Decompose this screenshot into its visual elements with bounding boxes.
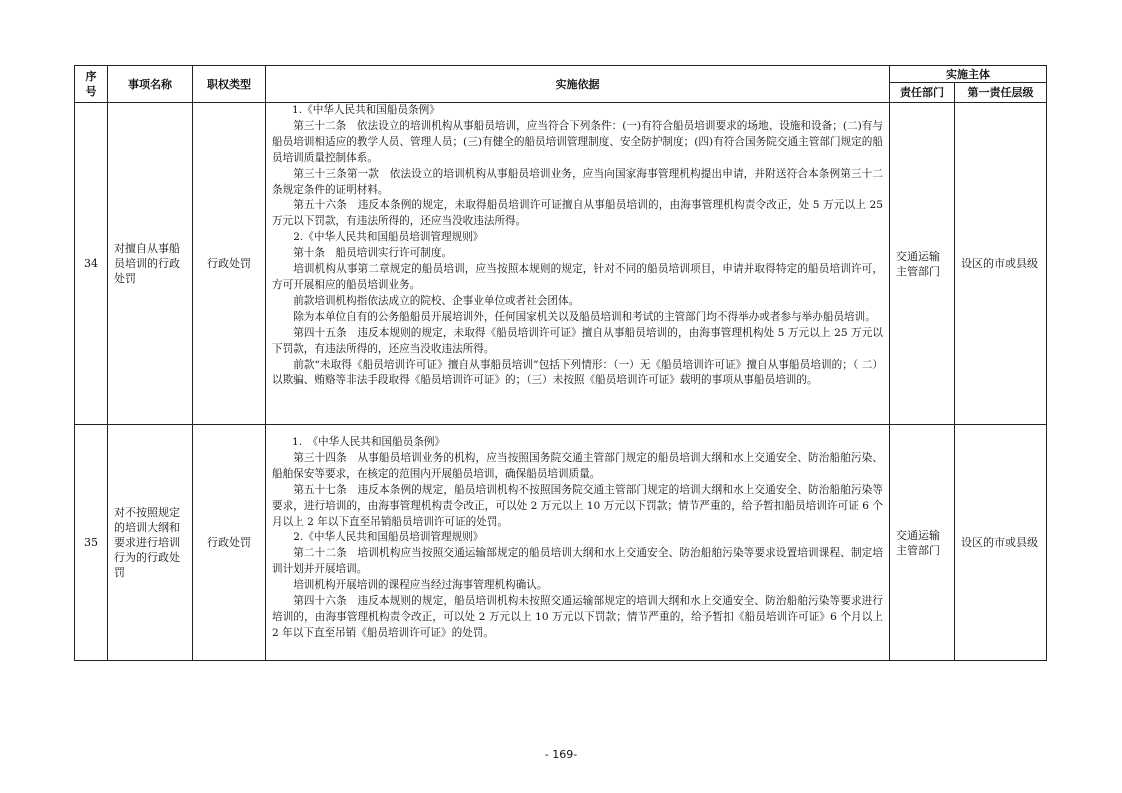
row-legal-basis: [266, 103, 890, 425]
row-item-name: 对不按照规定的培训大纲和要求进行培训行为的行政处罚: [108, 425, 193, 661]
row-item-name: 对擅自从事船员培训的行政处罚: [108, 103, 193, 425]
header-responsible-dept: 责任部门: [890, 83, 955, 103]
row-first-level: 设区的市或县级: [955, 425, 1047, 661]
row-serial-number: 34: [75, 103, 108, 425]
page-number: - 169-: [544, 748, 578, 761]
table-row: [75, 103, 1047, 425]
basis-paragraph: 第五十七条 违反本条例的规定，船员培训机构不按照国务院交通主管部门规定的培训大纲和水上交通安全、防治船舶污染等要求，进行培训的，由海事管理机构责令改正，可以处 2 万元以上 10 万元以下罚款；情节严重的，给予暂扣船员培训许可证 6 个月以上 2 年以下直至吊销船员培训许可证的处罚。: [272, 483, 883, 528]
basis-paragraph: 培训机构开展培训的课程应当经过海事管理机构确认。: [293, 579, 548, 592]
basis-paragraph: 第四十五条 违反本规则的规定，未取得《船员培训许可证》擅自从事船员培训的，由海事管理机构处 5 万元以上 25 万元以下罚款，有违法所得的，还应当没收违法所得。: [272, 326, 883, 355]
basis-paragraph: 第四十六条 违反本规则的规定，船员培训机构未按照交通运输部规定的培训大纲和水上交通安全、防治船舶污染等要求进行培训的，由海事管理机构责令改正，可以处 2 万元以上 10 万元以下罚款；情节严重的，给予暂扣《船员培训许可证》6 个月以上 2 年以下直至吊销《船员培训许可证》的处罚。: [272, 595, 883, 639]
basis-paragraph: 1. 《中华人民共和国船员条例》: [292, 436, 446, 448]
basis-paragraph: 第三十二条 依法设立的培训机构从事船员培训，应当符合下列条件：(一)有符合船员培训要求的场地、设施和设备；(二)有与船员培训相适应的教学人员、管理人员；(三)有健全的船员培训管理制度、安全防护制度；(四)有符合国务院交通主管部门规定的船员培训质量控制体系。: [272, 119, 883, 164]
row-legal-basis: [266, 425, 890, 661]
row-responsible-dept: 交通运输主管部门: [890, 103, 955, 425]
row-first-level: 设区的市或县级: [955, 103, 1047, 425]
header-first-level: 第一责任层级: [955, 83, 1047, 103]
row-authority-type: 行政处罚: [193, 103, 266, 425]
basis-paragraph: 1.《中华人民共和国船员条例》: [292, 104, 440, 116]
header-implementing-subject: 实施主体: [890, 66, 1047, 83]
header-item-name: 事项名称: [108, 66, 193, 103]
enforcement-items-table: [74, 65, 1047, 661]
basis-paragraph: 除为本单位自有的公务船船员开展培训外，任何国家机关以及船员培训和考试的主管部门均不得举办或者参与举办船员培训。: [293, 310, 876, 323]
basis-paragraph: 前款“未取得《船员培训许可证》擅自从事船员培训”包括下列情形：（一）无《船员培训许可证》擅自从事船员培训的；（ 二）以欺骗、贿赂等非法手段取得《船员培训许可证》的；（三）未按照《船员培训许可证》载明的事项从事船员培训的。: [272, 358, 883, 387]
table-row: [75, 425, 1047, 661]
basis-paragraph: 第三十三条第一款 依法设立的培训机构从事船员培训业务，应当向国家海事管理机构提出申请，并附送符合本条例第三十二条规定条件的证明材料。: [272, 167, 883, 196]
basis-paragraph: 培训机构从事第二章规定的船员培训，应当按照本规则的规定，针对不同的船员培训项目，申请并取得特定的船员培训许可，方可开展相应的船员培训业务。: [272, 263, 883, 291]
basis-paragraph: 第二十二条 培训机构应当按照交通运输部规定的船员培训大纲和水上交通安全、防治船舶污染等要求设置培训课程、制定培训计划并开展培训。: [272, 547, 883, 576]
header-legal-basis: 实施依据: [266, 66, 890, 103]
basis-paragraph: 2.《中华人民共和国船员培训管理规则》: [293, 531, 484, 544]
header-authority-type: 职权类型: [193, 66, 266, 103]
basis-paragraph: 第十条 船员培训实行许可制度。: [293, 247, 453, 260]
row-authority-type: 行政处罚: [193, 425, 266, 661]
row-serial-number: 35: [75, 425, 108, 661]
basis-paragraph: 第五十六条 违反本条例的规定，未取得船员培训许可证擅自从事船员培训的，由海事管理机构责令改正，处 5 万元以上 25 万元以下罚款，有违法所得的，还应当没收违法所得。: [272, 199, 883, 228]
row-responsible-dept: 交通运输主管部门: [890, 425, 955, 661]
basis-paragraph: 前款培训机构指依法成立的院校、企事业单位或者社会团体。: [293, 294, 580, 307]
basis-paragraph: 第三十四条 从事船员培训业务的机构，应当按照国务院交通主管部门规定的船员培训大纲和水上交通安全、防治船舶污染、船舶保安等要求，在核定的范围内开展船员培训，确保船员培训质量。: [272, 451, 883, 480]
header-serial-number: 序号: [75, 66, 108, 103]
basis-paragraph: 2.《中华人民共和国船员培训管理规则》: [293, 231, 484, 244]
